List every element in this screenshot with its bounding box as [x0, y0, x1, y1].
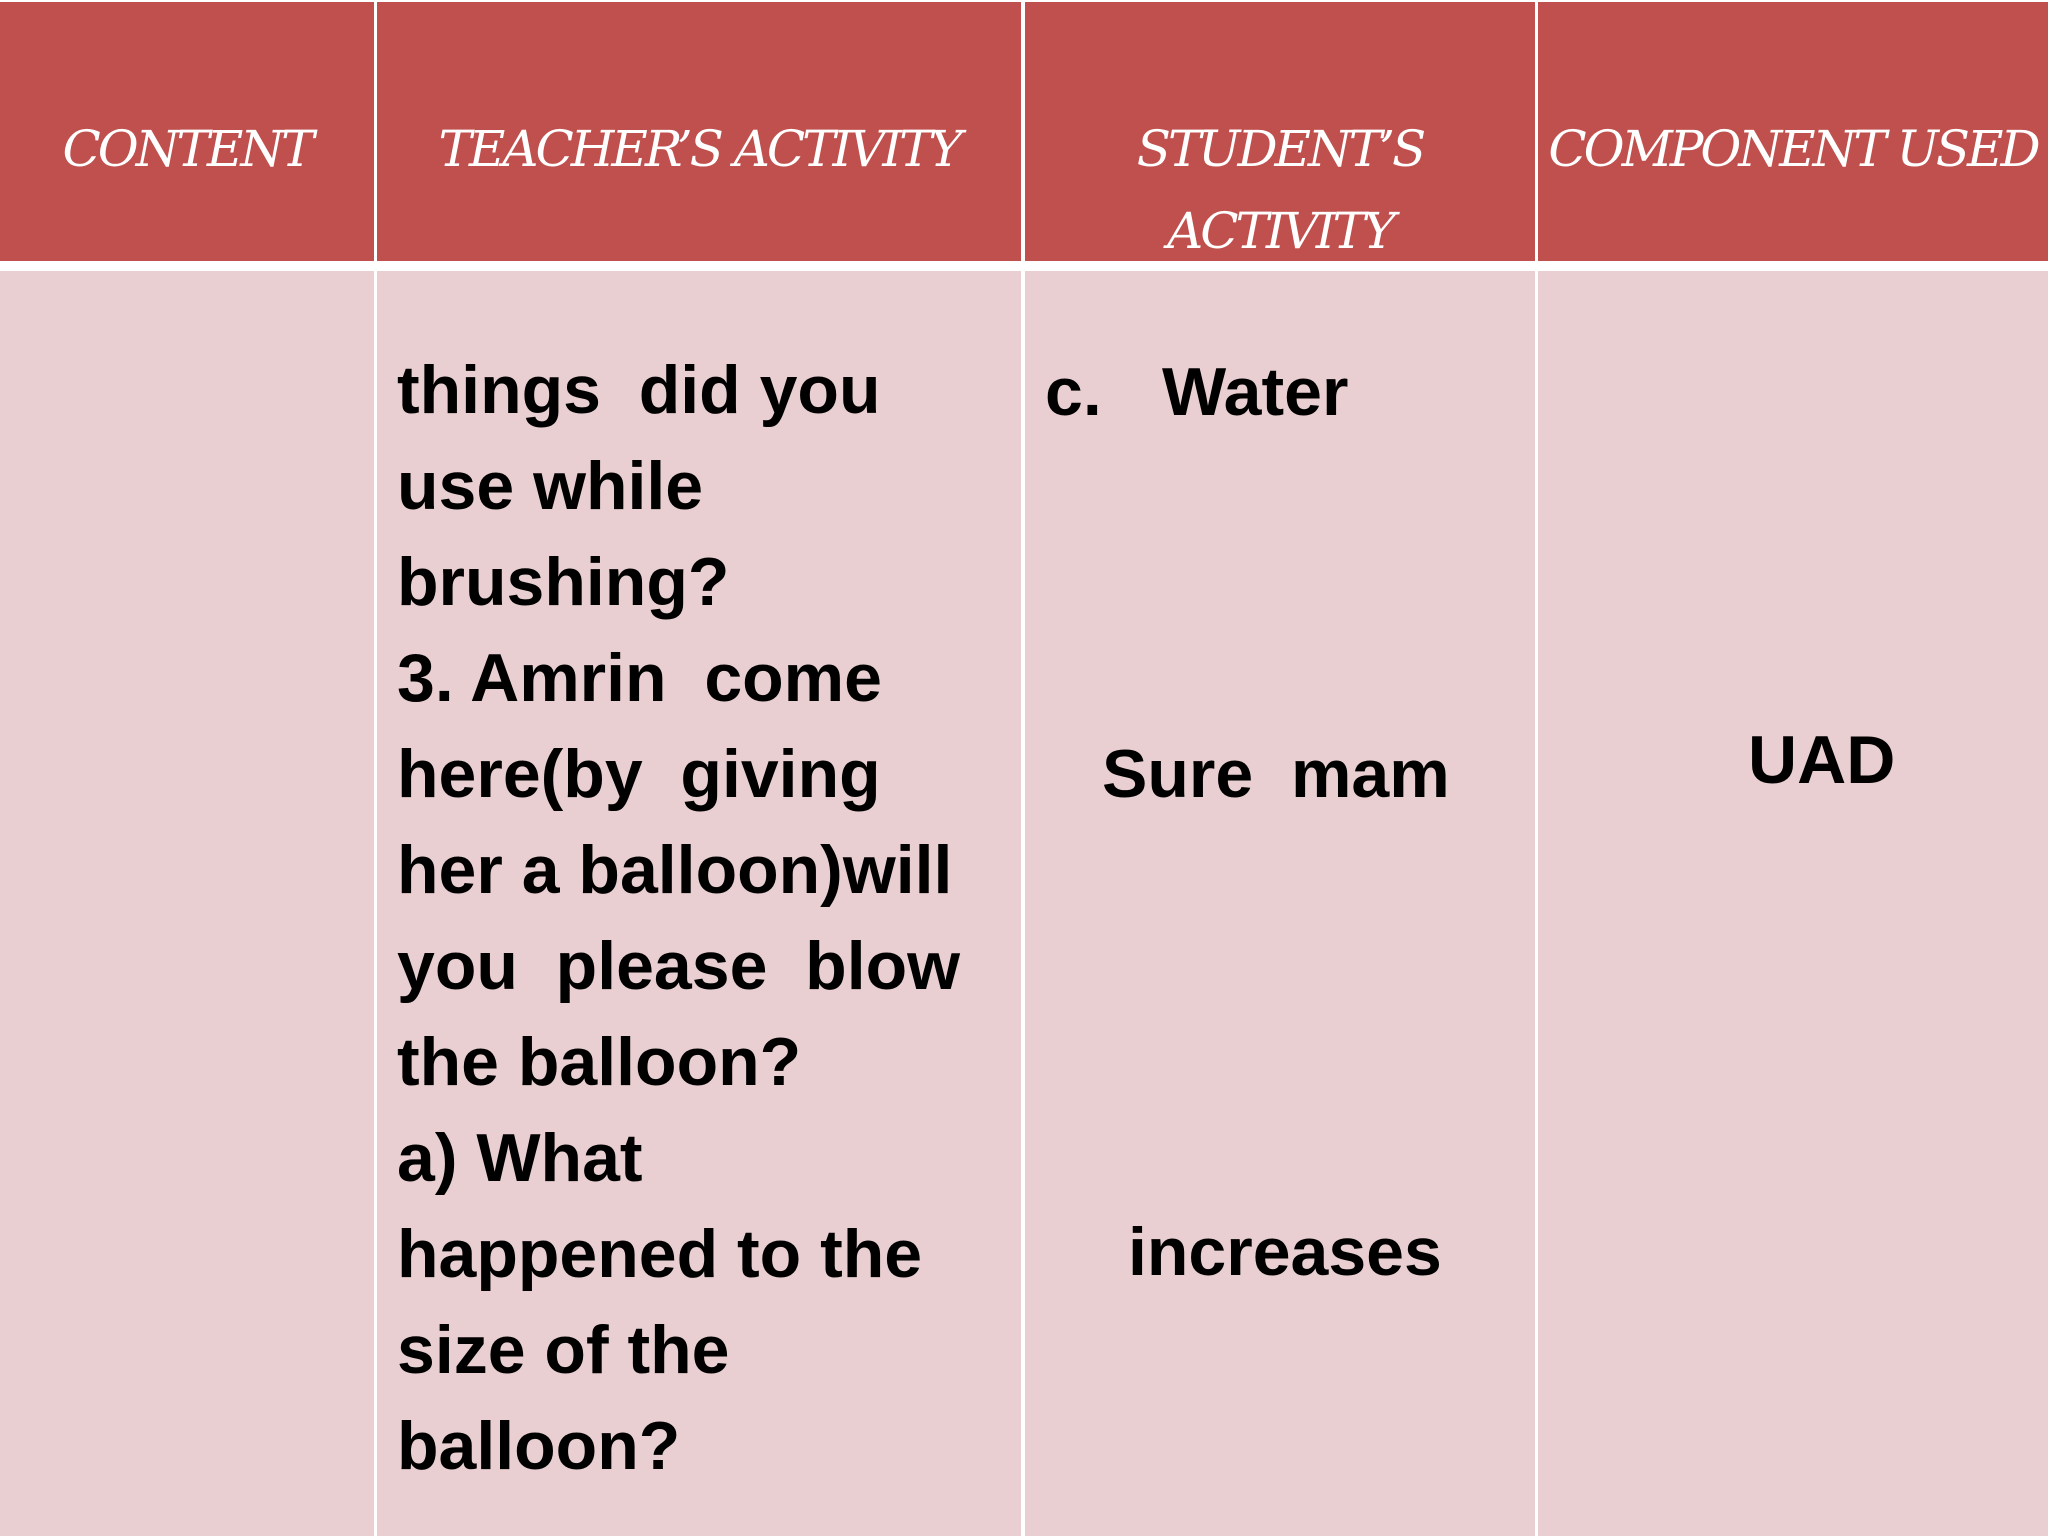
header-student-line1: STUDENT’S: [1136, 120, 1424, 178]
student-answer-c: Water: [1162, 354, 1349, 430]
teacher-activity-line: use while: [397, 448, 704, 524]
teacher-activity-line: things did you: [397, 352, 881, 428]
teacher-activity-line: happened to the: [397, 1216, 923, 1292]
header-student-activity: [1025, 2, 1535, 261]
header-teacher-activity: [377, 2, 1021, 261]
cell-content: [0, 271, 374, 1536]
header-teacher-activity-label: TEACHER’S ACTIVITY: [438, 120, 960, 178]
teacher-activity-line: 3. Amrin come: [397, 640, 882, 716]
teacher-activity-line: here(by giving: [397, 736, 881, 812]
teacher-activity-line: size of the: [397, 1312, 730, 1388]
teacher-activity-line: brushing?: [397, 544, 730, 620]
header-content: [0, 2, 374, 261]
header-component-used: [1538, 2, 2048, 261]
teacher-activity-line: the balloon?: [397, 1024, 802, 1100]
header-student-activity-label: [1025, 108, 1535, 261]
teacher-activity-line: balloon?: [397, 1408, 681, 1484]
cell-component-used: [1538, 271, 2048, 1536]
component-uad: UAD: [1748, 722, 1896, 798]
teacher-activity-line: her a balloon)will: [397, 832, 953, 908]
teacher-activity-line: you please blow: [397, 928, 961, 1004]
teacher-activity-text: [397, 342, 960, 1494]
cell-teacher-activity: [377, 271, 1021, 1536]
header-student-line2: ACTIVITY: [1167, 202, 1393, 260]
cell-student-activity: [1025, 271, 1535, 1536]
student-reply-sure-mam: Sure mam: [1102, 736, 1450, 812]
student-reply-increases: increases: [1128, 1214, 1442, 1290]
student-answer-c-marker: c.: [1045, 354, 1102, 430]
header-component-used-label: COMPONENT USED: [1548, 120, 2038, 178]
teacher-activity-line: a) What: [397, 1120, 643, 1196]
header-content-label: CONTENT: [62, 120, 312, 178]
